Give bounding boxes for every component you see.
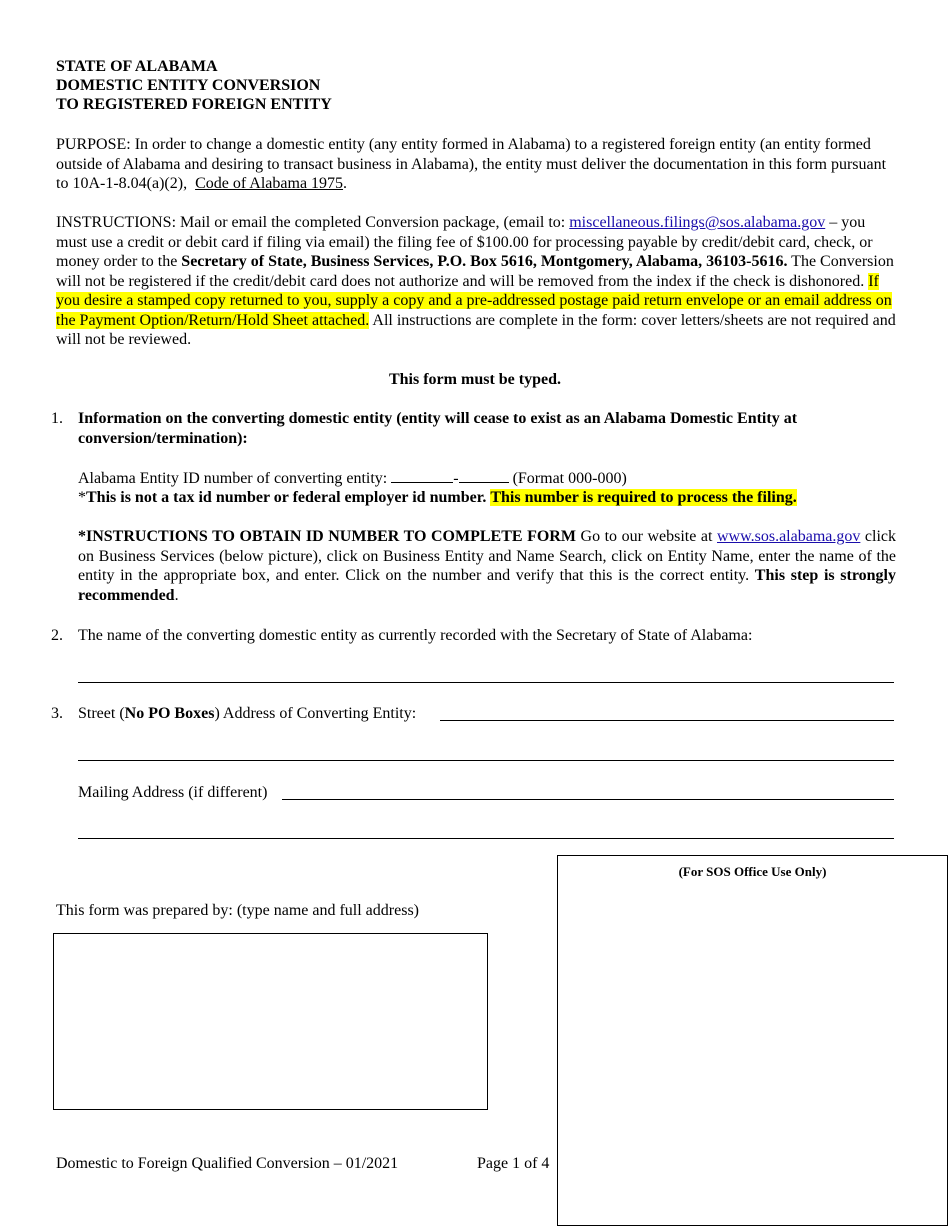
section-1-heading: Information on the converting domestic entity (entity will cease to exist as an Alabama Domestic Entity at conversion/termination): xyxy=(78,410,798,447)
not-tax-id-text: This is not a tax id number or federal employer id number. xyxy=(86,489,487,506)
entity-id-part-2[interactable] xyxy=(459,468,509,483)
obtain-id-pre: Go to our website at xyxy=(575,528,717,545)
form-title xyxy=(56,57,332,114)
stamped-copy-notice: If you desire a stamped copy returned to you, supply a copy and a pre-addressed postage paid return envelope or an email address on the Payment Option/Return/Hold Sheet attached. xyxy=(56,272,892,329)
mailing-address-label: Mailing Address (if different) xyxy=(78,784,268,801)
title-line-2: DOMESTIC ENTITY CONVERSION xyxy=(56,77,321,94)
purpose-paragraph xyxy=(56,135,896,194)
sos-website-link[interactable]: www.sos.alabama.gov xyxy=(717,528,861,545)
instructions-intro: INSTRUCTIONS: Mail or email the completed Conversion package, (email to: xyxy=(56,214,570,231)
mailing-address-line-2[interactable] xyxy=(78,838,894,839)
street-label-pre: Street ( xyxy=(78,705,125,722)
purpose-text: PURPOSE: In order to change a domestic entity (any entity formed in Alabama) to a registered foreign entity (an entity formed outside of Alabama and desiring to transact business in Alabama), the entity must deliver the documentation in this form pursuant to 10A-1-8.04(a)(2), xyxy=(56,136,887,192)
tax-id-notice xyxy=(78,488,896,508)
street-address-line-2[interactable] xyxy=(78,760,894,761)
recommended-text: This step is strongly recommended xyxy=(78,567,896,604)
title-line-1: STATE OF ALABAMA xyxy=(56,58,218,75)
title-line-3: TO REGISTERED FOREIGN ENTITY xyxy=(56,96,332,113)
office-use-box xyxy=(557,855,948,1226)
instructions-paragraph xyxy=(56,213,896,350)
section-2-label: The name of the converting domestic entity as currently recorded with the Secretary of State of Alabama: xyxy=(78,627,753,644)
prepared-by-box[interactable] xyxy=(53,933,488,1110)
no-po-boxes: No PO Boxes xyxy=(124,705,215,722)
section-2-number: 2. xyxy=(51,627,63,644)
obtain-id-heading: *INSTRUCTIONS TO OBTAIN ID NUMBER TO COMPLETE FORM xyxy=(78,528,576,545)
filing-email-link[interactable]: miscellaneous.filings@sos.alabama.gov xyxy=(569,214,826,231)
office-use-label: (For SOS Office Use Only) xyxy=(678,864,827,879)
typed-notice: This form must be typed. xyxy=(388,371,561,388)
entity-name-line[interactable] xyxy=(78,682,894,683)
obtain-id-post: click on Business Services (below picture), click on Business Entity and Name Search, click on Entity Name, enter the name of the entity in the appropriate box, and enter. Click on the number and verify that this is the correct entity. xyxy=(78,528,897,584)
section-3-number: 3. xyxy=(51,705,63,722)
street-address-line-1[interactable] xyxy=(440,720,894,721)
prepared-by-label: This form was prepared by: (type name and full address) xyxy=(56,902,419,919)
entity-id-row xyxy=(78,468,896,489)
code-reference: Code of Alabama 1975 xyxy=(195,175,344,192)
instructions-closing: All instructions are complete in the form: cover letters/sheets are not required and will not be reviewed. xyxy=(56,311,896,348)
entity-id-format: (Format 000-000) xyxy=(512,470,627,487)
asterisk: * xyxy=(78,489,86,506)
obtain-id-instructions xyxy=(78,527,896,605)
entity-id-label: Alabama Entity ID number of converting entity: xyxy=(78,470,388,487)
street-label-post: ) Address of Converting Entity: xyxy=(214,705,417,722)
mailing-address-line-1[interactable] xyxy=(282,799,894,800)
section-1-number: 1. xyxy=(51,410,63,427)
required-notice: This number is required to process the filing. xyxy=(490,489,797,506)
instructions-mid: – you must use a credit or debit card if filing via email) the filing fee of $100.00 for processing payable by credit/debit card, check, or money order to the xyxy=(56,214,873,270)
purpose-end: . xyxy=(343,175,348,192)
entity-id-part-1[interactable] xyxy=(391,468,453,483)
mailing-address: Secretary of State, Business Services, P.O. Box 5616, Montgomery, Alabama, 36103-5616. xyxy=(181,253,788,270)
instructions-after: The Conversion will not be registered if the credit/debit card does not authorize and will be removed from the index if the check is dishonored. xyxy=(56,253,894,290)
footer-form-name: Domestic to Foreign Qualified Conversion – 01/2021 xyxy=(56,1155,399,1172)
obtain-id-end: . xyxy=(174,586,179,604)
entity-id-separator: - xyxy=(453,470,459,487)
footer-page-number: Page 1 of 4 xyxy=(477,1155,550,1172)
